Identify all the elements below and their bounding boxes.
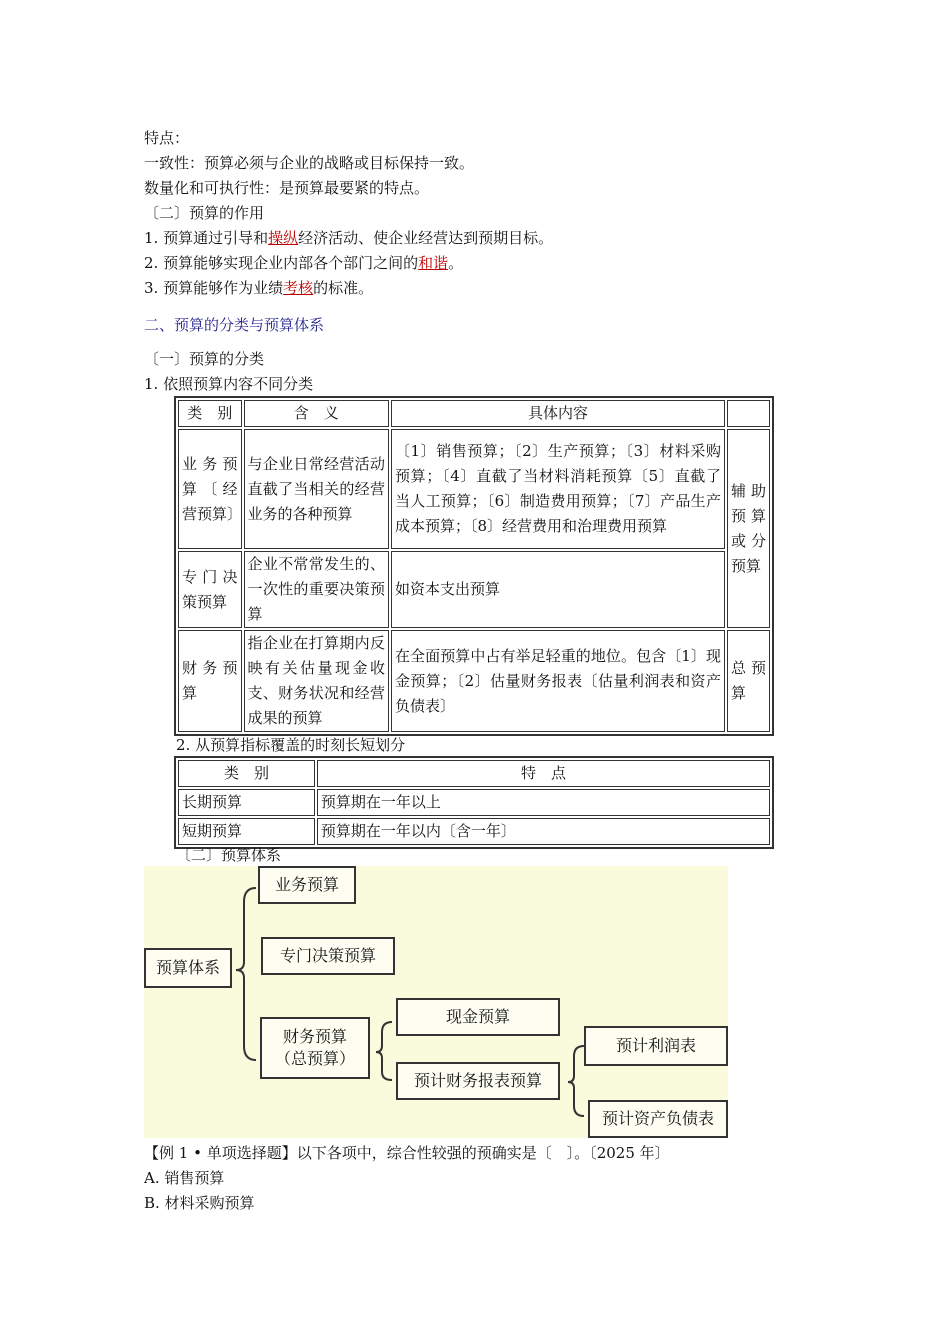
header-cell [727,400,770,427]
node-budget-system: 预算体系 [144,948,232,988]
keyword-link[interactable]: 考核 [283,279,314,297]
node-special-decision-budget: 专门决策预算 [261,937,395,975]
table-cell: 财务预算 [178,630,242,732]
table-cell: 预算期在一年以内〔含一年〕 [317,818,770,845]
text-line: 1. 依照预算内容不同分类 [144,375,314,393]
keyword-link[interactable]: 和谐 [418,254,449,272]
text-line: 3. 预算能够作为业绩考核的标准。 [144,279,374,297]
table-cell: 企业不常常发生的、一次性的重要决策预算 [244,551,389,628]
option-b: B. 材料采购预算 [144,1194,255,1212]
table-cell: 业务预算〔经营预算〕 [178,429,242,549]
section-heading: 〔二〕预算的作用 [144,204,265,222]
chapter-heading: 二、预算的分类与预算体系 [144,316,325,334]
budget-system-diagram [144,866,728,1138]
text-line: 2. 预算能够实现企业内部各个部门之间的和谐。 [144,254,464,272]
table-cell: 长期预算 [178,789,315,816]
keyword-link[interactable]: 操纵 [268,229,299,247]
example-question: 【例 1 • 单项选择题】以下各项中，综合性较强的预确实是〔 〕。〔2025 年〕 [144,1144,670,1162]
node-label: 财务预算 [282,1027,347,1046]
section-heading: 〔一〕预算的分类 [144,350,265,368]
node-balance-sheet: 预计资产负债表 [588,1100,728,1138]
node-label: （总预算） [274,1049,355,1068]
table-cell: 总预算 [727,630,770,732]
table-cell: 短期预算 [178,818,315,845]
text-line: 1. 预算通过引导和操纵经济活动、使企业经营达到预期目标。 [144,229,554,247]
table-cell: 在全面预算中占有举足轻重的地位。包含〔1〕现金预算；〔2〕估量财务报表〔估量利润表和资产负债表〕 [391,630,725,732]
table-cell: 辅助预算或分预算 [727,429,770,628]
header-cell: 具体内容 [391,400,725,427]
text-line: 特点： [144,129,190,147]
node-business-budget: 业务预算 [258,866,356,904]
table-cell: 专门决策预算 [178,551,242,628]
option-a: A. 销售预算 [144,1169,225,1187]
section-heading: 〔二〕预算体系 [176,846,282,864]
header-cell: 含 义 [244,400,389,427]
table-cell: 指企业在打算期内反映有关估量现金收支、财务状况和经营成果的预算 [244,630,389,732]
text-line: 数量化和可执行性：是预算最要紧的特点。 [144,179,430,197]
table-cell: 预算期在一年以上 [317,789,770,816]
text-line: 2. 从预算指标覆盖的时刻长短划分 [176,736,406,754]
budget-classification-table [174,396,774,736]
node-financial-budget [260,1017,370,1079]
table-cell: 〔1〕销售预算；〔2〕生产预算；〔3〕材料采购预算；〔4〕直截了当材料消耗预算〔5〕直截了当人工预算；〔6〕制造费用预算；〔7〕产品生产成本预算；〔8〕经营费用和治理费用预算 [391,429,725,549]
header-cell: 类 别 [178,400,242,427]
header-cell: 特 点 [317,760,770,787]
node-cash-budget: 现金预算 [396,998,560,1036]
budget-period-table [174,756,774,849]
header-cell: 类 别 [178,760,315,787]
node-income-statement: 预计利润表 [584,1026,728,1066]
table-cell: 与企业日常经营活动直截了当相关的经营业务的各种预算 [244,429,389,549]
table-cell: 如资本支出预算 [391,551,725,628]
node-financial-statements-budget: 预计财务报表预算 [396,1062,560,1100]
text-line: 一致性：预算必须与企业的战略或目标保持一致。 [144,154,475,172]
